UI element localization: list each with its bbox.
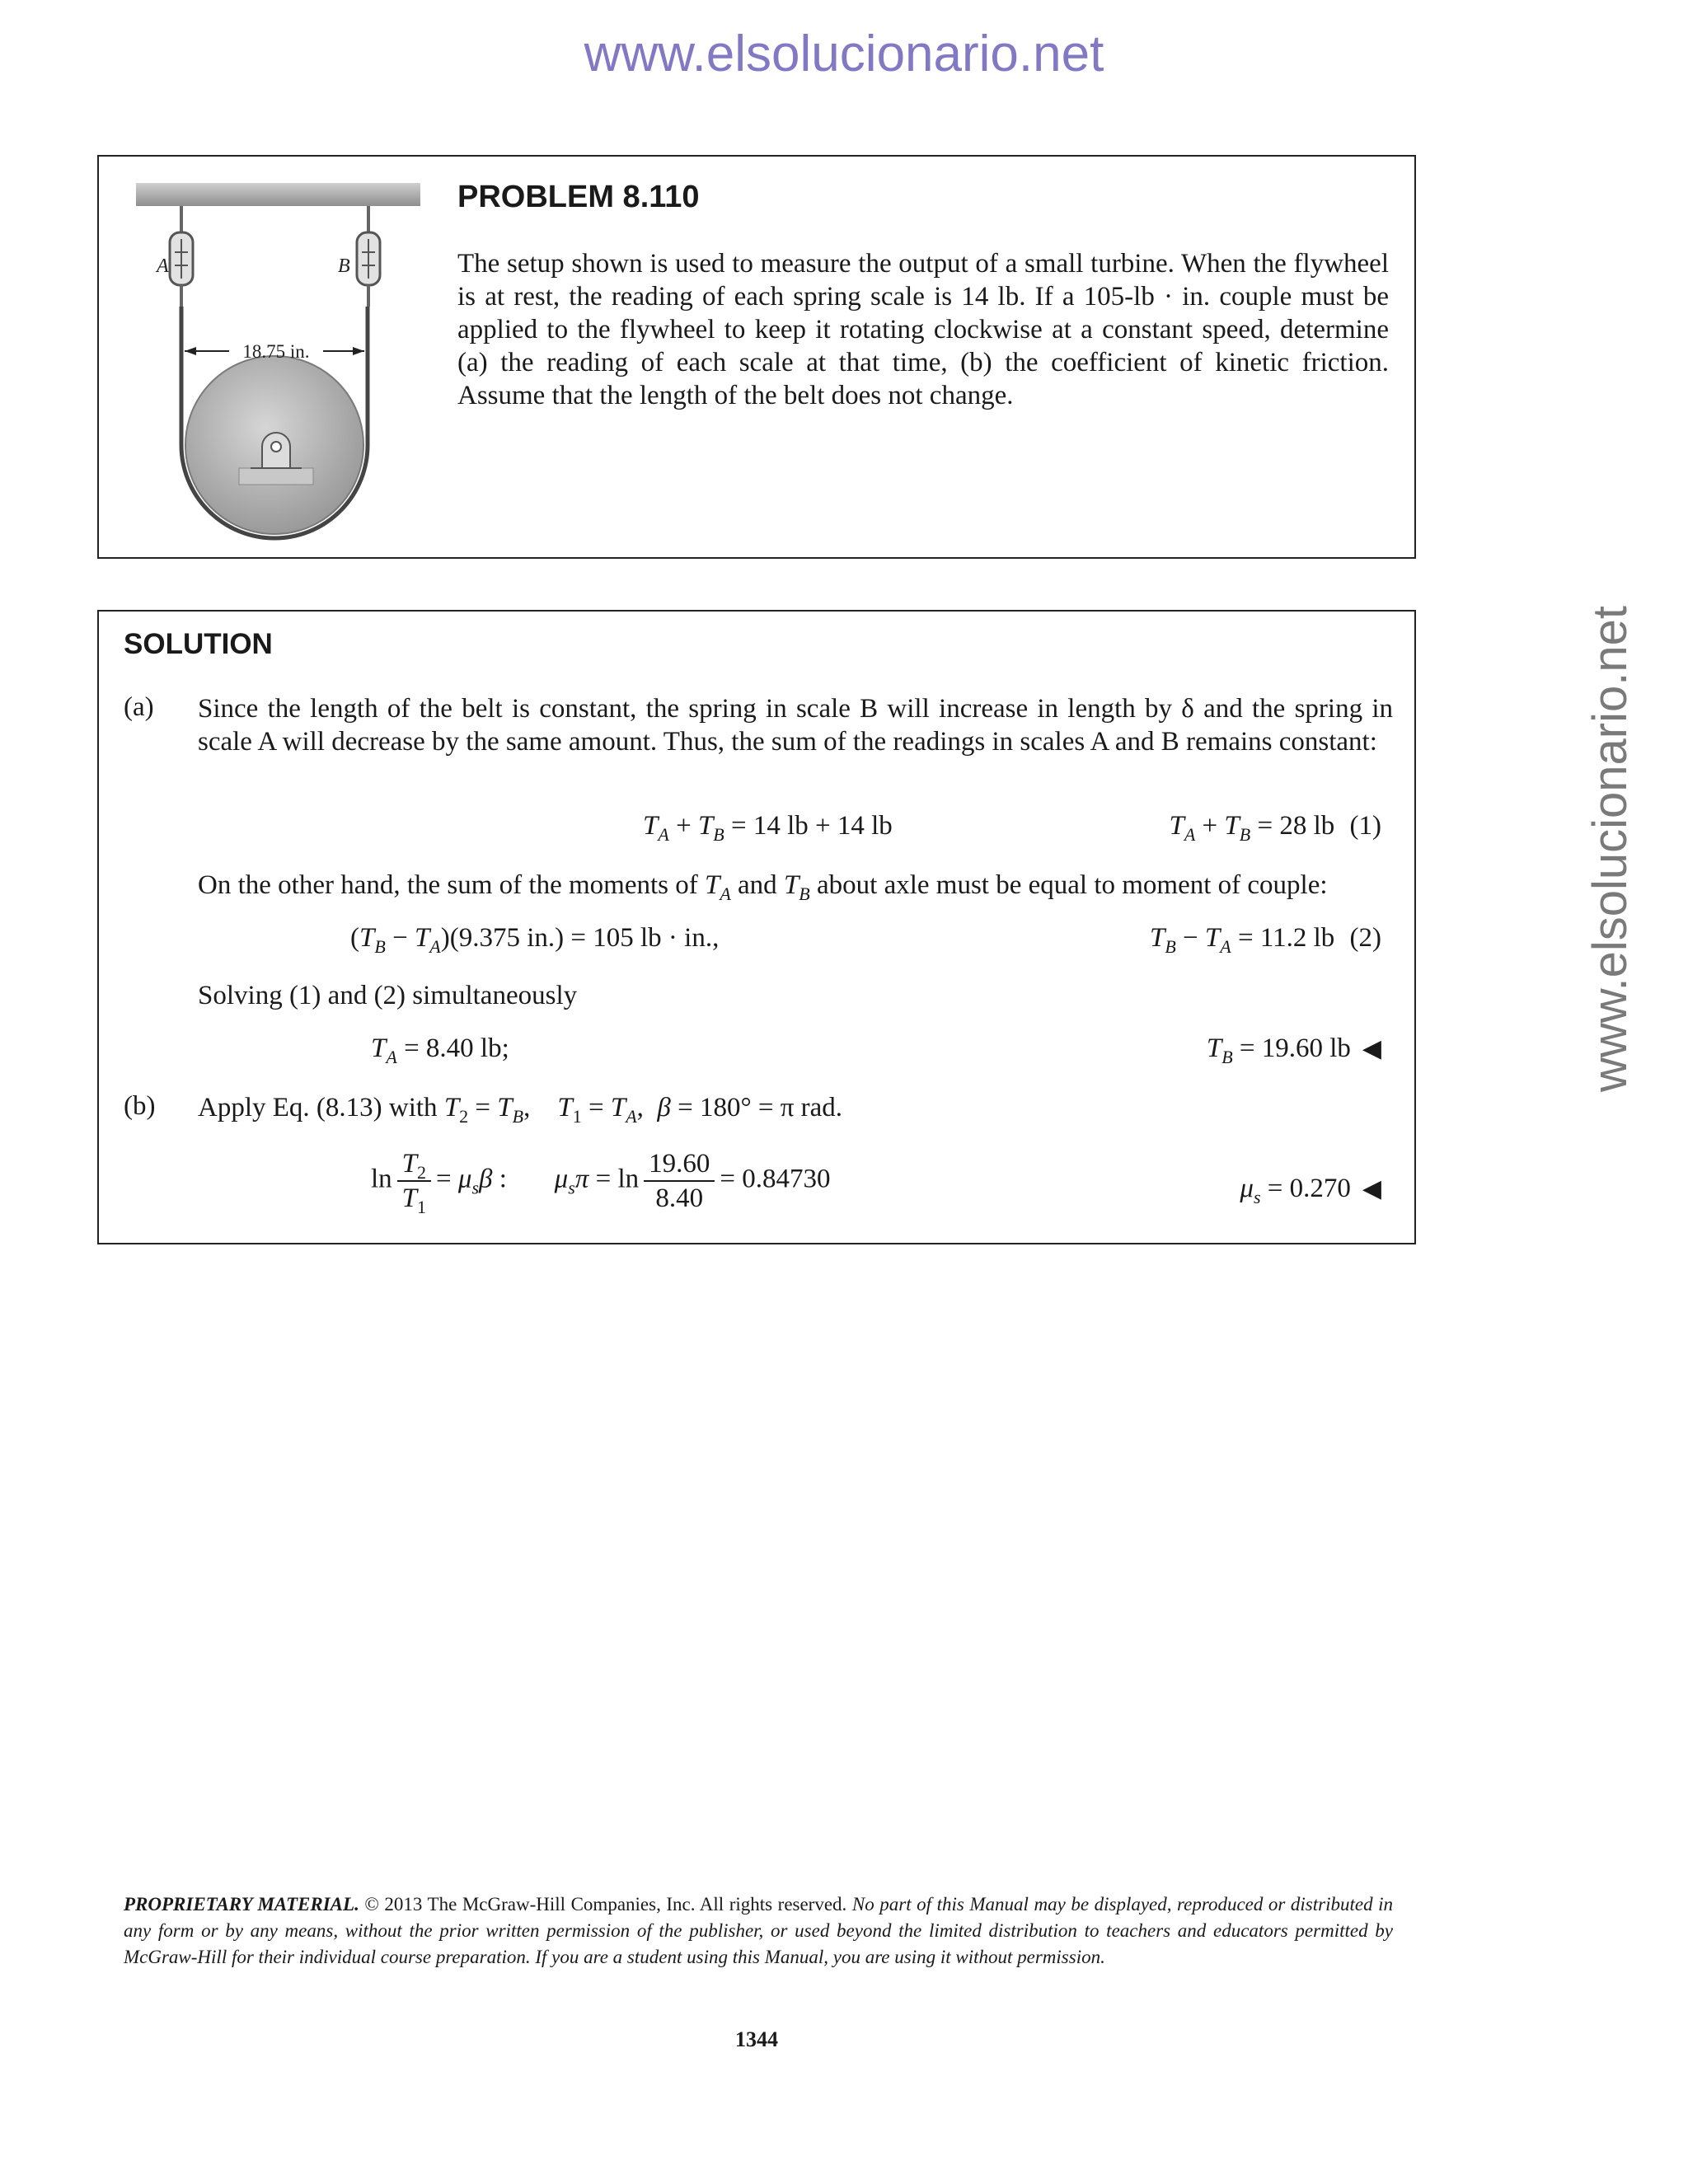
part-a-intro: Since the length of the belt is constant, the spring in scale B will increase in length by δ and the spring in scale A will decrease by the same amount. Thus, the sum of the readings in scales A and B remains constant: [198,694,1393,757]
label-a: A [157,255,169,277]
solution-box [97,610,1416,1244]
eq1-rhs: = 14 lb + 14 lb [731,811,893,841]
footer-copyright: © 2013 The McGraw-Hill Companies, Inc. All rights reserved. [364,1894,847,1915]
eq2-result: = 11.2 lb [1237,923,1335,953]
answer-marker-icon: ◀ [1362,1175,1381,1202]
tb-value: = 19.60 lb [1239,1033,1351,1063]
eq2-tag: (2) [1349,923,1381,953]
eq1-tag: (1) [1349,811,1381,841]
ta-result: $T_A = 8.40$ lb; [371,1033,509,1067]
part-a-label: (a) [124,692,154,722]
watermark-side: www.elsolucionario.net [1583,606,1637,1092]
watermark-top: www.elsolucionario.net [584,26,1104,82]
mu-value: = 0.270 [1267,1174,1351,1203]
moments-and: and [738,870,777,900]
solution-title: SOLUTION [124,628,273,660]
problem-box [97,155,1416,559]
moments-prefix: On the other hand, the sum of the moments of [198,870,698,900]
spring-scale-a [170,206,193,307]
solving-statement: Solving (1) and (2) simultaneously [198,981,578,1010]
problem-statement: The setup shown is used to measure the output of a small turbine. When the flywheel is at rest, the reading of each spring scale is 14 lb. If a 105-lb · in. couple must be applied to the flywheel to keep it rotating clockwise at a constant speed, determine (a) the reading of each scale at that time, (b) the coefficient of kinetic friction. Assume that the length of the belt does not change. [457,249,1389,410]
problem-title: PROBLEM 8.110 [457,180,700,214]
ta-value: = 8.40 lb; [404,1033,509,1063]
tb-result: $T_B = 19.60$ lb ◀ [1206,1033,1381,1067]
eq1-result: = 28 lb [1257,811,1335,841]
ratio-numerator: 19.60 [644,1147,715,1182]
mu-result: $\mu_s = 0.270$ ◀ [1240,1174,1381,1207]
footer-notice: No part of this Manual may be displayed, reproduced or distributed in any form or by any means, without the prior written permission of the publisher, or used beyond the limited distribution to teachers and educators permitted by McGraw-Hill for their individual course preparation. If you are a student using this Manual, you are using it without permission. [124,1894,1394,1967]
ceiling-beam [136,183,420,206]
flywheel-figure [132,181,429,544]
dimension-label: 18.75 in. [242,341,310,362]
equation-1: $T_A + T_B = 14$ lb + 14 lb [643,811,893,845]
numeric-ratio [644,1147,715,1215]
answer-marker-icon: ◀ [1362,1035,1381,1062]
equation-2-result: $T_B - T_A = 11.2$ lb (2) [1149,923,1381,957]
ln-label-2: ln [617,1164,640,1194]
equation-2: $(T_B - T_A)(9.375$ in.) = 105 lb · in., [350,923,720,957]
ln-label: ln [371,1164,392,1194]
part-b-label: (b) [124,1091,156,1121]
spring-scale-b [357,206,380,307]
tension-ratio: $\frac{T_2}{T_1}$ [397,1147,431,1215]
eq2-lhs: (9.375 in.) = 105 lb · in., [449,923,720,953]
footer-lead: PROPRIETARY MATERIAL. [124,1894,359,1915]
ln-result: = 0.84730 [720,1164,831,1194]
ratio-denominator: 8.40 [655,1183,704,1213]
part-b-apply: Apply Eq. (8.13) with $T_2 = T_B$, $T_1 = T_A$, β = 180° = π rad. [198,1093,843,1127]
apply-prefix: Apply Eq. (8.13) with [198,1093,438,1122]
label-b: B [338,255,350,277]
equation-1-result: $T_A + T_B = 28$ lb (1) [1169,811,1381,845]
beta-value: = 180° = π rad. [678,1093,843,1122]
page-number: 1344 [735,2027,778,2051]
copyright-footer [124,1891,1393,1971]
friction-equation: ln $\frac{T_2}{T_1}$ = $\mu_s\beta$ : $\mu_s\pi = \ln$ $\frac{19.60}{8.40}$ = 0.84730 [371,1149,831,1217]
moments-statement: On the other hand, the sum of the moments of $T_A$ and $T_B$ about axle must be equal to moment of couple: [198,870,1328,904]
moments-suffix: about axle must be equal to moment of couple: [817,870,1328,900]
